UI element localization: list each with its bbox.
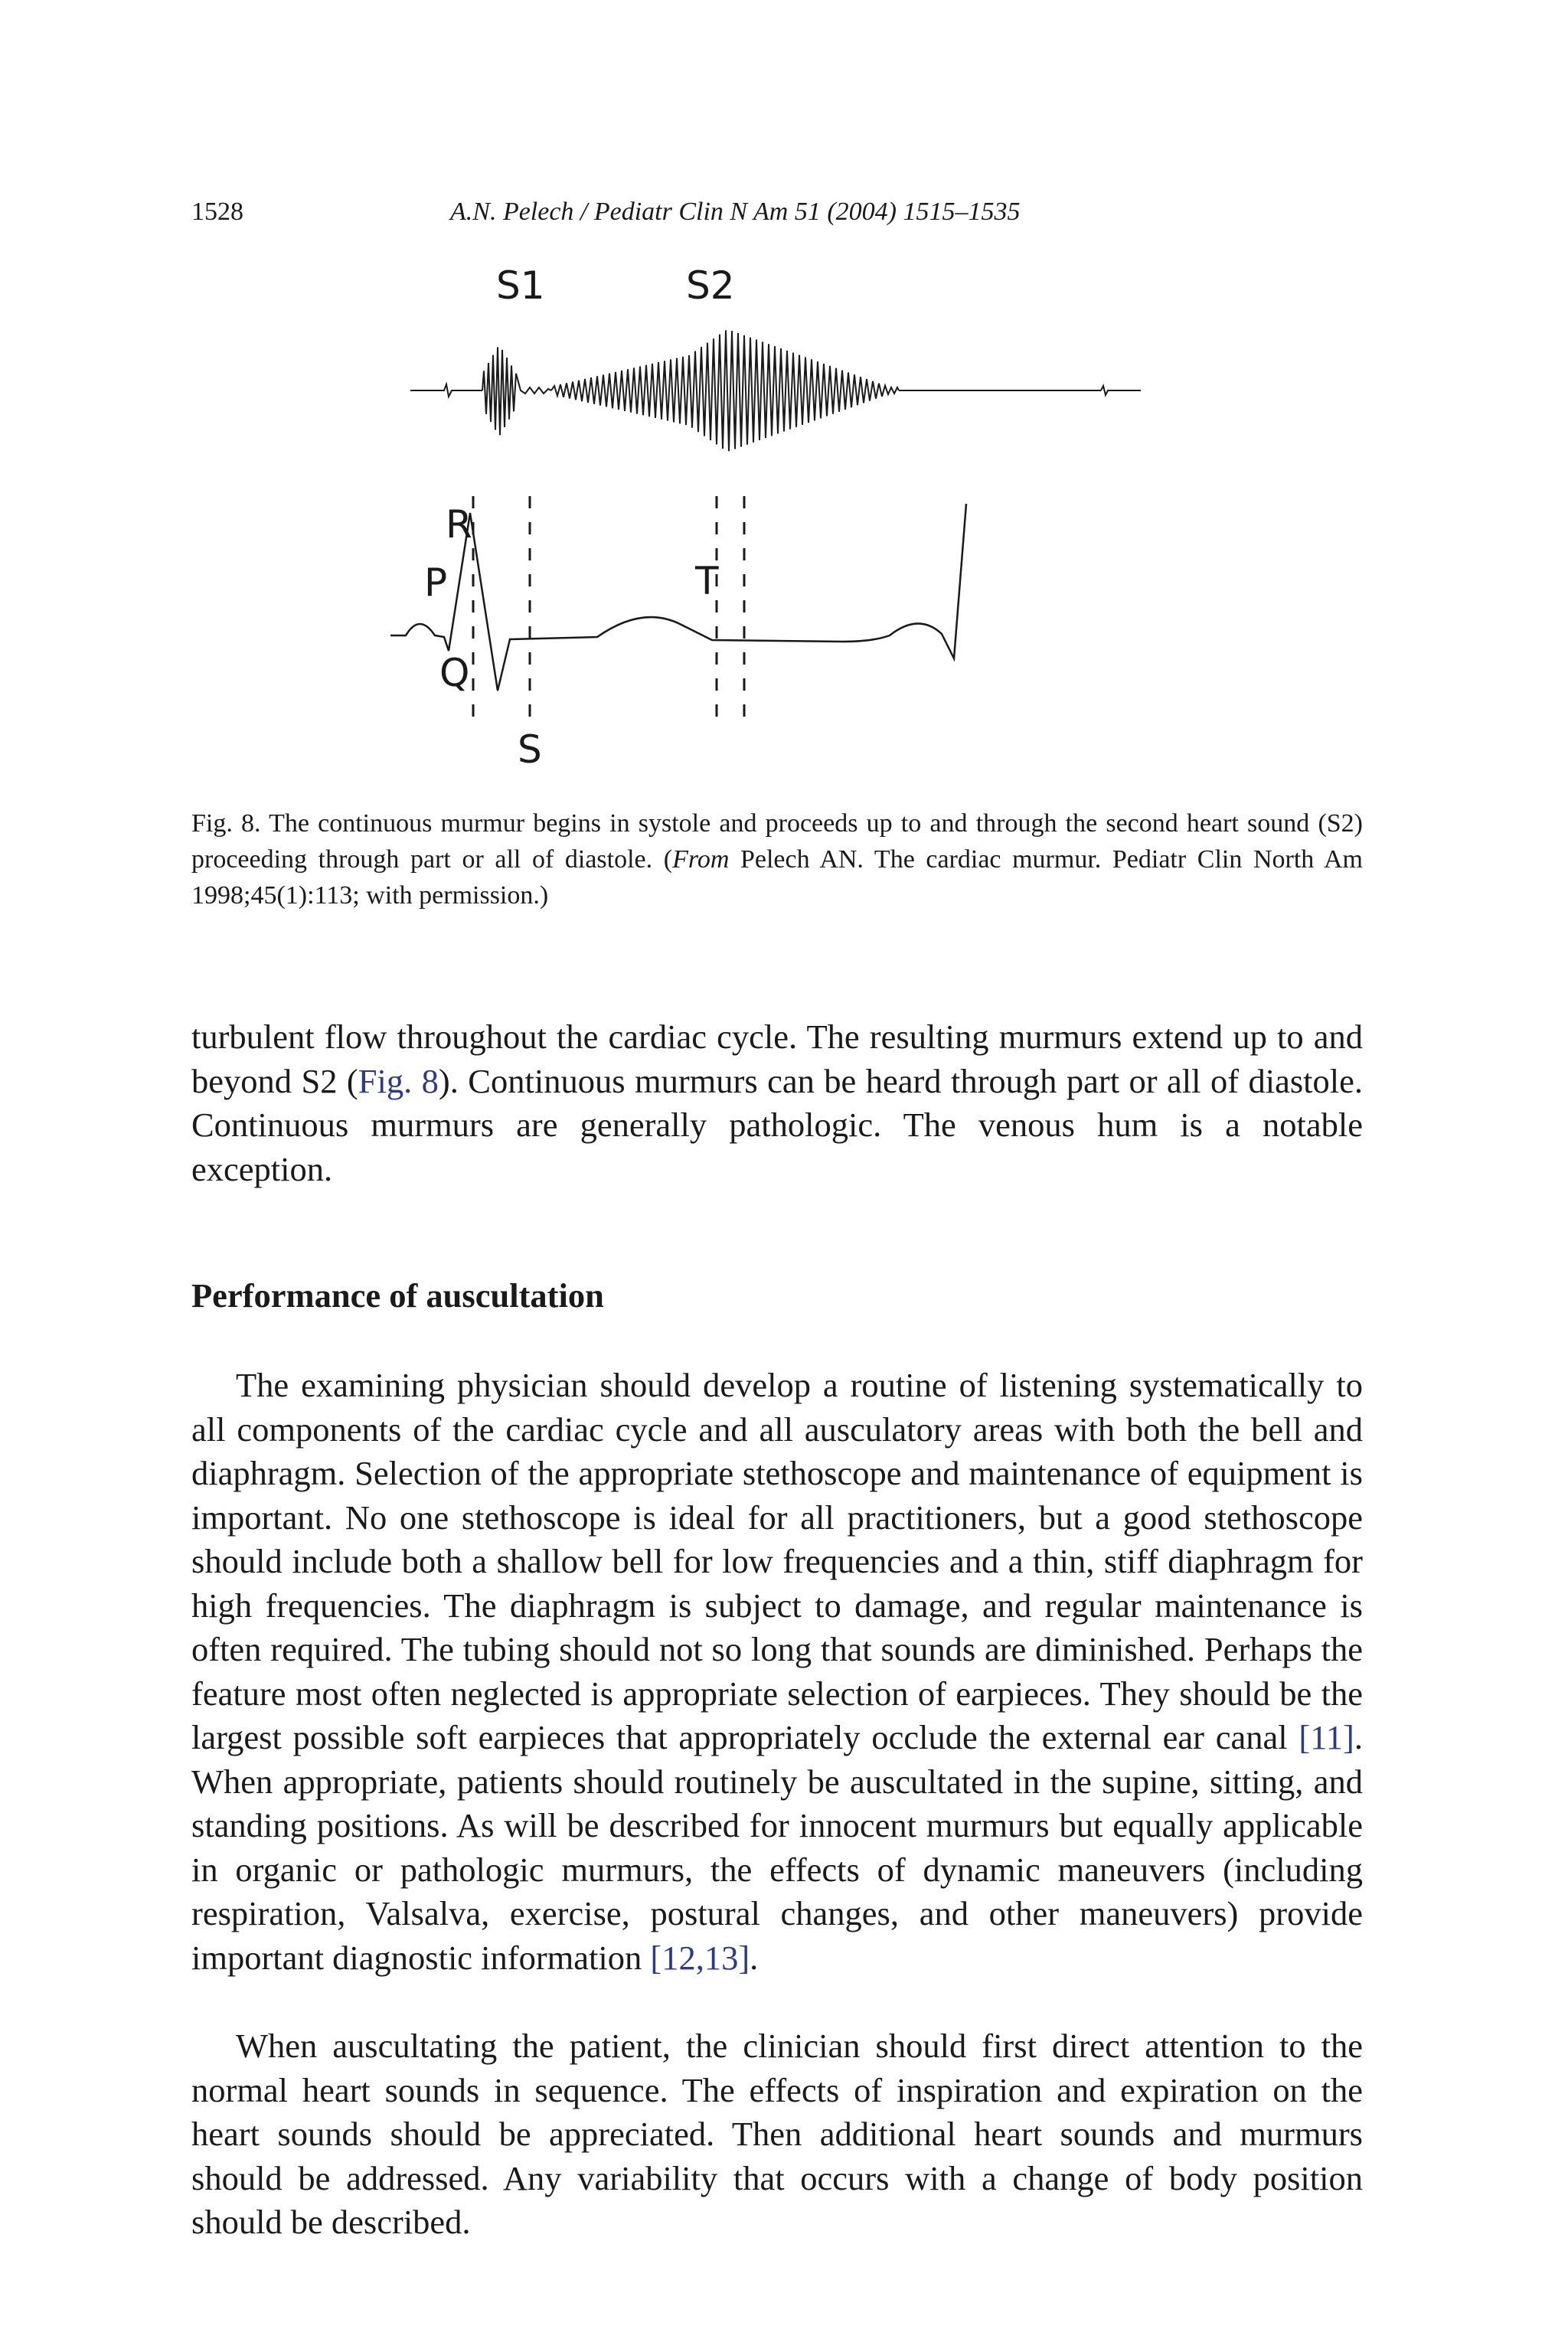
label-q: Q [439,651,470,695]
phonocardiogram-ecg-diagram [368,253,1194,789]
reference-12-13-link[interactable]: [12,13] [650,1938,750,1977]
continuous-murmur-waveform [551,330,899,451]
paragraph-2-text-2: . When appropriate, patients should routinely be auscultated in the supine, sitting, and standing positions. As will be described for innocent murmurs but equally applicable in organic or pathologic murmurs, the effects of dynamic maneuvers (including respiration, Valsalva, exercise, postural changes, and other maneuvers) provide important diagnostic information [191,1718,1363,1977]
paragraph-1-text-end: ). Continuous murmurs can be heard through part or all of diastole. Continuous murmurs are generally pathologic. The venous hum is a notable exception. [191,1061,1363,1188]
paragraph-2 [191,1364,1363,1980]
s1-sound-burst [482,347,551,435]
label-t: T [695,559,719,603]
paragraph-2-text-1: The examining physician should develop a routine of listening systematically to all components of the cardiac cycle and all ausculatory areas with both the bell and diaphragm. Selection of the appropriate stethoscope and maintenance of equipment is important. No one stethoscope is ideal for all practitioners, but a good stethoscope should include both a shallow bell for low frequencies and a thin, stiff diaphragm for high frequencies. The diaphragm is subject to damage, and regular maintenance is often required. The tubing should not so long that sounds are diminished. Perhaps the feature most often neglected is appropriate selection of earpieces. They should be the largest possible soft earpieces that appropriately occlude the external ear canal [191,1366,1363,1756]
label-r: R [446,502,472,547]
label-p: P [424,560,448,605]
section-heading: Performance of auscultation [191,1276,604,1315]
caption-from: From [672,845,730,874]
label-s2: S2 [686,263,735,308]
paragraph-1-text: turbulent flow throughout the cardiac cycle. The resulting murmurs extend up to and beyond S2 ( [191,1018,1363,1100]
paragraph-1 [191,1015,1363,1191]
timing-markers [473,496,744,730]
caption-suffix: Pelech AN. The cardiac murmur. Pediatr Clin North Am 1998;45(1):113; with permission.) [191,845,1363,910]
label-s: S [518,727,542,772]
paragraph-2-text-3: . [750,1938,759,1977]
reference-11-link[interactable]: [11] [1298,1718,1354,1756]
fig-8-link[interactable]: Fig. 8 [358,1061,439,1100]
paragraph-3: When auscultating the patient, the clinician should first direct attention to the normal heart sounds in sequence. The effects of inspiration and expiration on the heart sounds should be appreciated. Then additional heart sounds and murmurs should be addressed. Any variability that occurs with a change of body position should be described. [191,2027,1363,2241]
label-s1: S1 [496,263,545,308]
ecg-trace [390,504,966,691]
figure-caption [191,805,1363,913]
caption-prefix: Fig. 8. The continuous murmur begins in systole and proceeds up to and through the second heart sound (S2) proceeding through part or all of diastole. ( [191,809,1363,874]
figure-8 [368,253,1194,789]
running-head: A.N. Pelech / Pediatr Clin N Am 51 (2004) 1515–1535 [450,198,1021,226]
page-header [191,198,1363,236]
page-number: 1528 [191,198,243,226]
